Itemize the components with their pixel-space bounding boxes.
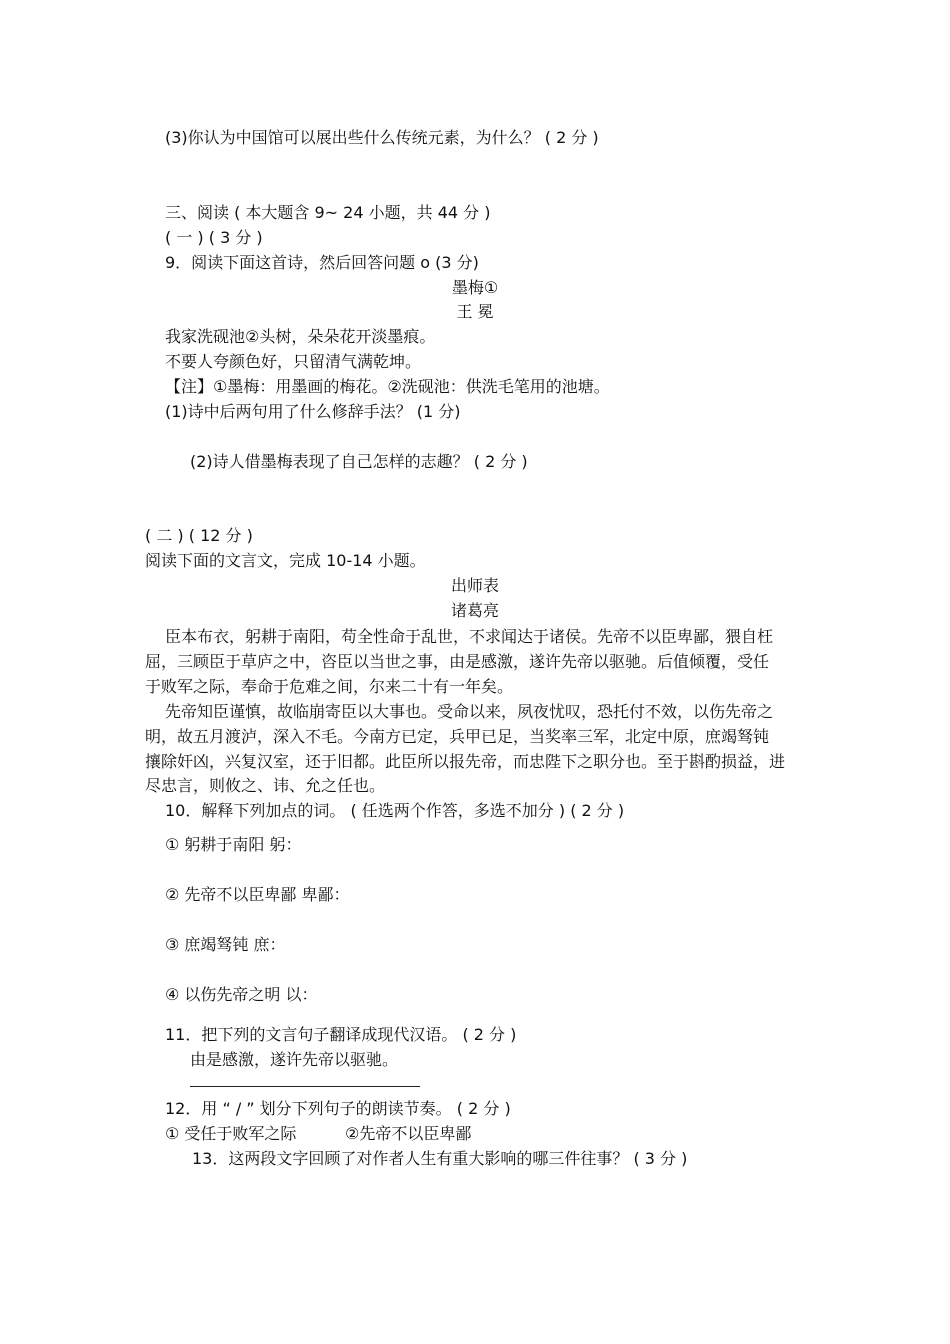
poem-line-1: 我家洗砚池②头树，朵朵花开淡墨痕。 (165, 327, 436, 346)
question-9: 9．阅读下面这首诗，然后回答问题 o (3 分) (165, 253, 479, 272)
answer-line (190, 1086, 420, 1087)
paragraph-1-line: 于败军之际，奉命于危难之间，尔来二十有一年矣。 (145, 677, 514, 696)
question-10-item: ② 先帝不以臣卑鄙 卑鄙： (165, 885, 350, 904)
section-heading: 三、阅读 ( 本大题含 9~ 24 小题，共 44 分 ) (165, 203, 491, 222)
question-8-3: (3)你认为中国馆可以展出些什么传统元素，为什么？ ( 2 分 ) (165, 128, 599, 147)
question-11: 11．把下列的文言句子翻译成现代汉语。 ( 2 分 ) (165, 1025, 517, 1044)
question-10-item: ④ 以伤先帝之明 以： (165, 985, 318, 1004)
paragraph-2-line: 明，故五月渡泸，深入不毛。今南方已定，兵甲已足，当奖率三军，北定中原，庶竭驽钝 (145, 727, 770, 746)
question-11-sentence: 由是感激，遂许先帝以驱驰。 (190, 1050, 399, 1069)
reading-intro: 阅读下面的文言文，完成 10-14 小题。 (145, 551, 426, 570)
paragraph-2-line: 尽忠言，则攸之、讳、允之任也。 (145, 776, 386, 795)
question-10-item: ③ 庶竭驽钝 庶： (165, 935, 286, 954)
paragraph-2-line: 攘除奸凶，兴复汉室，还于旧都。此臣所以报先帝，而忠陛下之职分也。至于斟酌损益，进 (145, 752, 786, 771)
question-12-sentence-b: ②先帝不以臣卑鄙 (345, 1124, 472, 1143)
question-12: 12．用 “ / ” 划分下列句子的朗读节奏。 ( 2 分 ) (165, 1099, 511, 1118)
poem-author: 王 冕 (456, 302, 494, 321)
question-12-sentence-a: ① 受任于败军之际 (165, 1124, 297, 1143)
question-13: 13．这两段文字回顾了对作者人生有重大影响的哪三件往事？ ( 3 分 ) (192, 1149, 688, 1168)
paragraph-1-line: 臣本布衣，躬耕于南阳，苟全性命于乱世，不求闻达于诸侯。先帝不以臣卑鄙，猥自枉 (165, 627, 774, 646)
part-2-heading: ( 二 ) ( 12 分 ) (145, 526, 253, 545)
poem-note: 【注】①墨梅：用墨画的梅花。②洗砚池：供洗毛笔用的池塘。 (165, 377, 610, 396)
paragraph-1-line: 屈，三顾臣于草庐之中，咨臣以当世之事，由是感激，遂许先帝以驱驰。后值倾覆，受任 (145, 652, 770, 671)
poem-title: 墨梅① (451, 278, 499, 297)
paragraph-2-line: 先帝知臣谨慎，故临崩寄臣以大事也。受命以来，夙夜忧叹，恐托付不效，以伤先帝之 (165, 702, 774, 721)
text-title: 出师表 (450, 576, 499, 595)
poem-line-2: 不要人夸颜色好，只留清气满乾坤。 (165, 352, 422, 371)
question-9-2: (2)诗人借墨梅表现了自己怎样的志趣？ ( 2 分 ) (190, 452, 528, 471)
question-10-item: ① 躬耕于南阳 躬： (165, 835, 302, 854)
question-9-1: (1)诗中后两句用了什么修辞手法？ (1 分) (165, 402, 461, 421)
part-1-heading: ( 一 ) ( 3 分 ) (165, 228, 263, 247)
text-author: 诸葛亮 (450, 601, 499, 620)
question-10: 10．解释下列加点的词。 ( 任选两个作答，多选不加分 ) ( 2 分 ) (165, 801, 625, 820)
